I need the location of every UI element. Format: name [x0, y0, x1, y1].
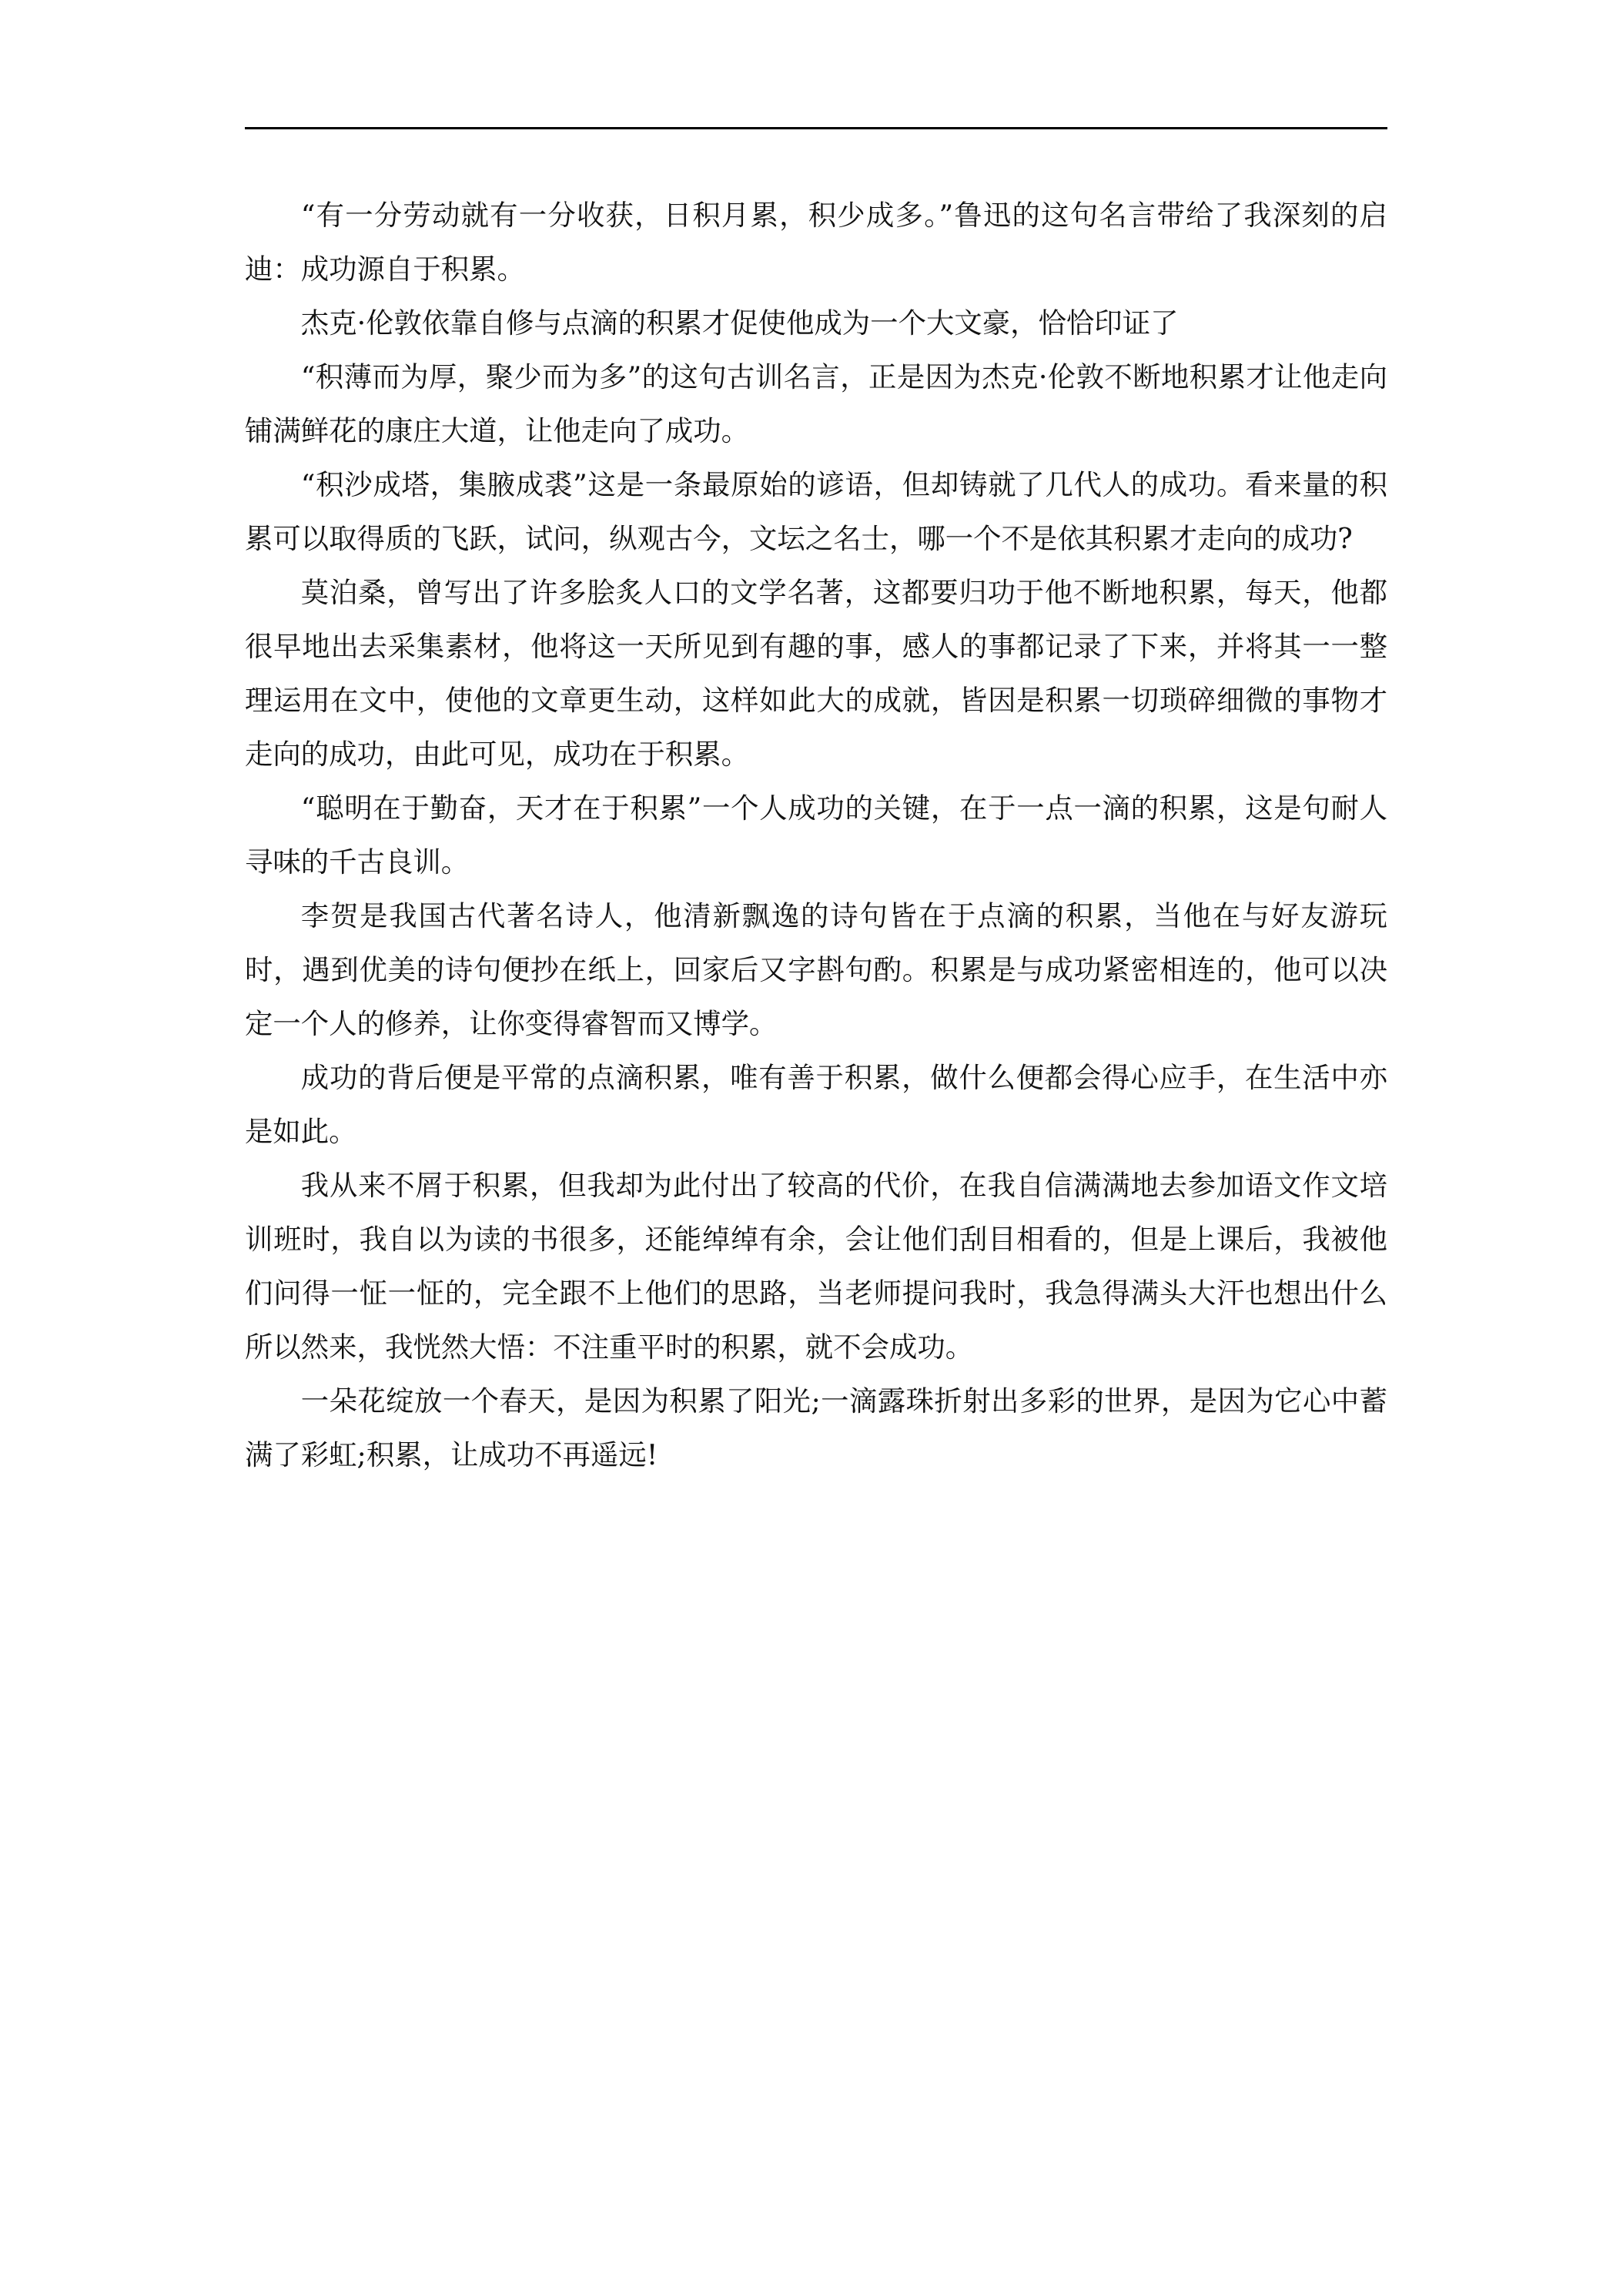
paragraph: “积薄而为厚，聚少而为多”的这句古训名言，正是因为杰克·伦敦不断地积累才让他走向铺满鲜花的康庄大道，让他走向了成功。: [245, 360, 1387, 447]
header-rule: [245, 127, 1387, 129]
paragraph: “聪明在于勤奋，天才在于积累”一个人成功的关键，在于一点一滴的积累，这是句耐人寻味的千古良训。: [245, 792, 1387, 879]
paragraph: “有一分劳动就有一分收获，日积月累，积少成多。”鲁迅的这句名言带给了我深刻的启迪：成功源自于积累。: [245, 199, 1387, 286]
paragraph: 我从来不屑于积累，但我却为此付出了较高的代价，在我自信满满地去参加语文作文培训班时，我自以为读的书很多，还能绰绰有余，会让他们刮目相看的，但是上课后，我被他们问得一怔一怔的，完全跟不上他们的思路，当老师提问我时，我急得满头大汗也想出什么所以然来，我恍然大悟：不注重平时的积累，就不会成功。: [245, 1169, 1387, 1364]
paragraph: 一朵花绽放一个春天，是因为积累了阳光;一滴露珠折射出多彩的世界，是因为它心中蓄满了彩虹;积累，让成功不再遥远!: [245, 1384, 1387, 1471]
paragraph: “积沙成塔，集腋成裘”这是一条最原始的谚语，但却铸就了几代人的成功。看来量的积累可以取得质的飞跃，试问，纵观古今，文坛之名士，哪一个不是依其积累才走向的成功?: [245, 468, 1387, 555]
paragraph: 成功的背后便是平常的点滴积累，唯有善于积累，做什么便都会得心应手，在生活中亦是如此。: [245, 1061, 1387, 1148]
paragraph: 莫泊桑，曾写出了许多脍炙人口的文学名著，这都要归功于他不断地积累，每天，他都很早地出去采集素材，他将这一天所见到有趣的事，感人的事都记录了下来，并将其一一整理运用在文中，使他的文章更生动，这样如此大的成就，皆因是积累一切琐碎细微的事物才走向的成功，由此可见，成功在于积累。: [245, 576, 1387, 771]
essay-body: [245, 189, 1387, 1482]
paragraph: 杰克·伦敦依靠自修与点滴的积累才促使他成为一个大文豪，恰恰印证了: [300, 306, 1179, 340]
paragraph: 李贺是我国古代著名诗人，他清新飘逸的诗句皆在于点滴的积累，当他在与好友游玩时，遇到优美的诗句便抄在纸上，回家后又字斟句酌。积累是与成功紧密相连的，他可以决定一个人的修养，让你变得睿智而又博学。: [245, 899, 1387, 1040]
